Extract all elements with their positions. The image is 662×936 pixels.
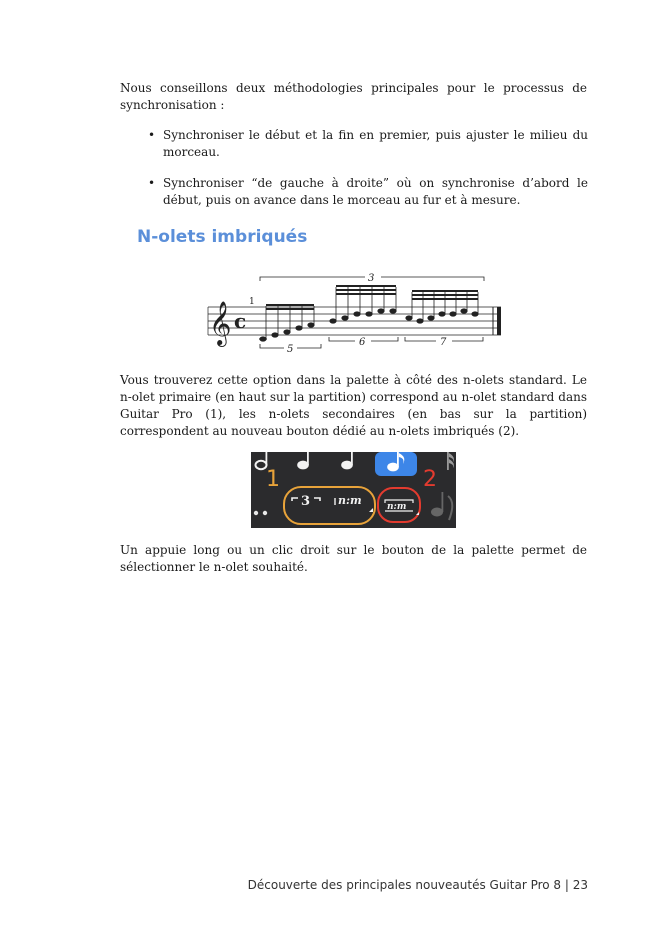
palette-label-1: 1 xyxy=(266,467,280,492)
section-heading: N-olets imbriqués xyxy=(137,227,308,247)
nm-button-label: n:m xyxy=(338,494,362,507)
tuplet-group-6 xyxy=(329,285,396,324)
list-item xyxy=(148,127,588,161)
closing-paragraph: Un appuie long ou un clic droit sur le bouton de la palette permet de sélectionner le n-olet souhaité. xyxy=(120,543,587,574)
measure-number: 1 xyxy=(249,297,255,307)
list-item xyxy=(148,175,588,209)
method-list xyxy=(148,127,588,223)
tuplet-palette-screenshot xyxy=(251,452,456,528)
time-signature: c xyxy=(234,309,247,333)
bullet-marker: • xyxy=(148,128,156,142)
tuplet-group-5 xyxy=(259,304,315,342)
nested-button-label: n:m xyxy=(387,502,407,512)
palette-paragraph: Vous trouverez cette option dans la palette à côté des n-olets standard. Le n-olet primaire (en haut sur la partition) correspond au n-olet standard dans Guitar Pro (1), les n-olets secondaires (en bas sur la partition) correspondent au nouveau bouton dédié au n-olets imbriqués (2). xyxy=(120,373,587,438)
outer-tuplet-number: 3 xyxy=(368,273,375,284)
bullet-marker: • xyxy=(148,176,156,190)
palette-label-2: 2 xyxy=(423,467,437,492)
list-item-text: Synchroniser le début et la fin en premier, puis ajuster le milieu du morceau. xyxy=(163,128,588,159)
inner-tuplet-number: 6 xyxy=(359,337,366,348)
treble-clef-icon: 𝄞 xyxy=(209,301,232,345)
nested-tuplet-score xyxy=(205,270,507,356)
inner-tuplet-number: 7 xyxy=(440,337,447,348)
triplet-button-label: 3 xyxy=(301,494,311,509)
page-footer: Découverte des principales nouveautés Guitar Pro 8 | 23 xyxy=(247,878,588,892)
list-item-text: Synchroniser “de gauche à droite” où on synchronise d’abord le début, puis on avance dans le morceau au fur et à mesure. xyxy=(163,176,588,207)
intro-paragraph: Nous conseillons deux méthodologies principales pour le processus de synchronisation : xyxy=(120,81,587,112)
inner-tuplet-number: 5 xyxy=(287,344,294,355)
